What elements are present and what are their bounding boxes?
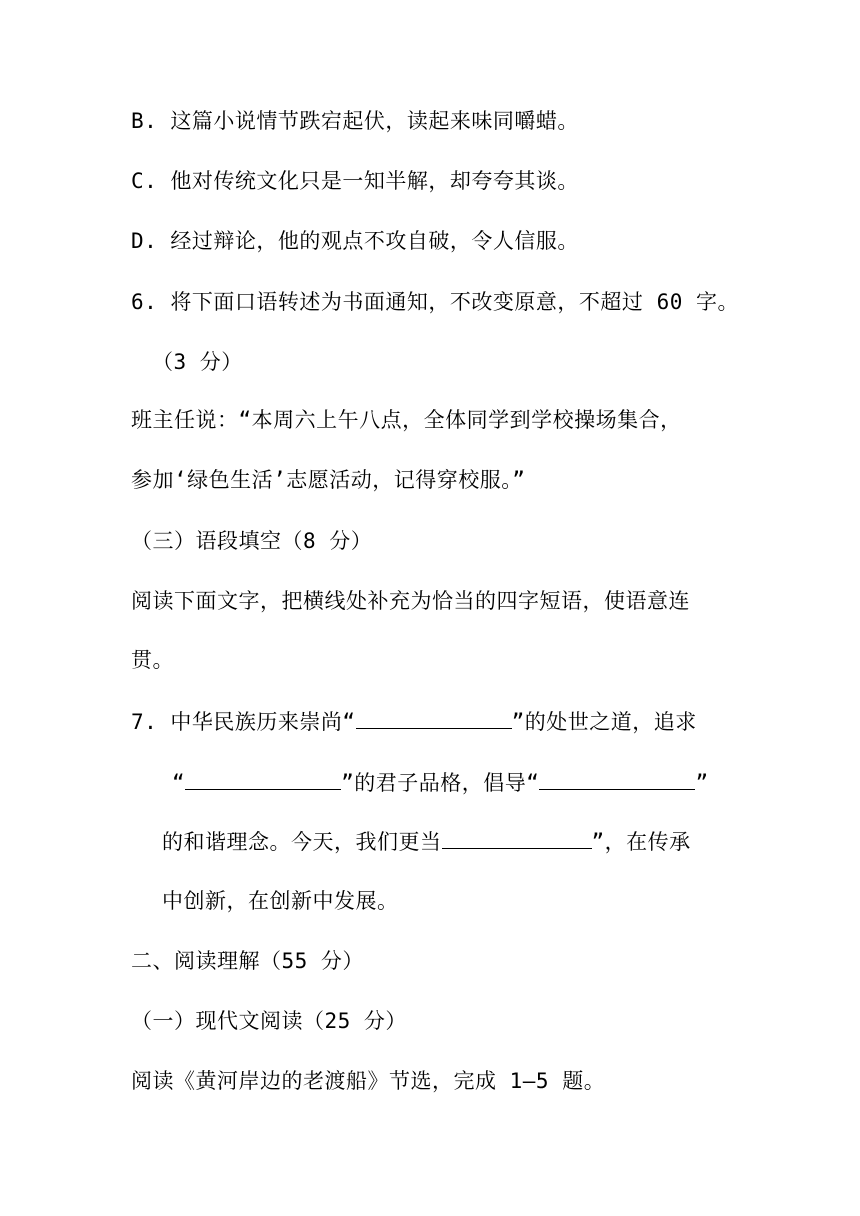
question-7-line3: [162, 826, 691, 857]
fill-blank-2[interactable]: [185, 767, 341, 790]
section-3-instruction-line1: 阅读下面文字，把横线处补充为恰当的四字短语，使语意连: [131, 589, 690, 613]
fill-blank-4[interactable]: [442, 826, 592, 849]
question-7-text: ”的处世之道，追求: [511, 710, 697, 734]
question-7-line4: 中创新，在创新中发展。: [162, 889, 399, 913]
part-2-subheading: （一）现代文阅读（25 分）: [131, 1009, 407, 1033]
question-6-prompt: 6. 将下面口语转述为书面通知，不改变原意，不超过 60 字。: [131, 290, 739, 314]
part-2-instruction: 阅读《黄河岸边的老渡船》节选，完成 1—5 题。: [131, 1069, 606, 1093]
part-2-heading: 二、阅读理解（55 分）: [131, 949, 364, 973]
question-7-text: “: [172, 771, 186, 795]
question-7-line2: [172, 767, 709, 798]
section-3-heading: （三）语段填空（8 分）: [131, 529, 373, 553]
question-7-text: 的和谐理念。今天，我们更当: [162, 830, 442, 854]
question-7-text: 7. 中华民族历来崇尚“: [131, 710, 356, 734]
question-6-quote-line1: 班主任说：“本周六上午八点，全体同学到学校操场集合，: [131, 408, 682, 432]
question-7-line1: [131, 706, 697, 737]
question-7-text: ”: [695, 771, 709, 795]
fill-blank-3[interactable]: [539, 767, 695, 790]
section-3-instruction-line2: 贯。: [131, 648, 174, 672]
question-6-quote-line2: 参加‘绿色生活’志愿活动，记得穿校服。”: [131, 468, 526, 492]
option-b: B. 这篇小说情节跌宕起伏，读起来味同嚼蜡。: [131, 109, 579, 133]
option-d: D. 经过辩论，他的观点不攻自破，令人信服。: [131, 229, 579, 253]
question-7-text: ”的君子品格，倡导“: [341, 771, 540, 795]
option-c: C. 他对传统文化只是一知半解，却夸夸其谈。: [131, 169, 579, 193]
question-6-score: （3 分）: [152, 350, 243, 374]
fill-blank-1[interactable]: [356, 706, 512, 729]
question-7-text: ”，在传承: [591, 830, 691, 854]
